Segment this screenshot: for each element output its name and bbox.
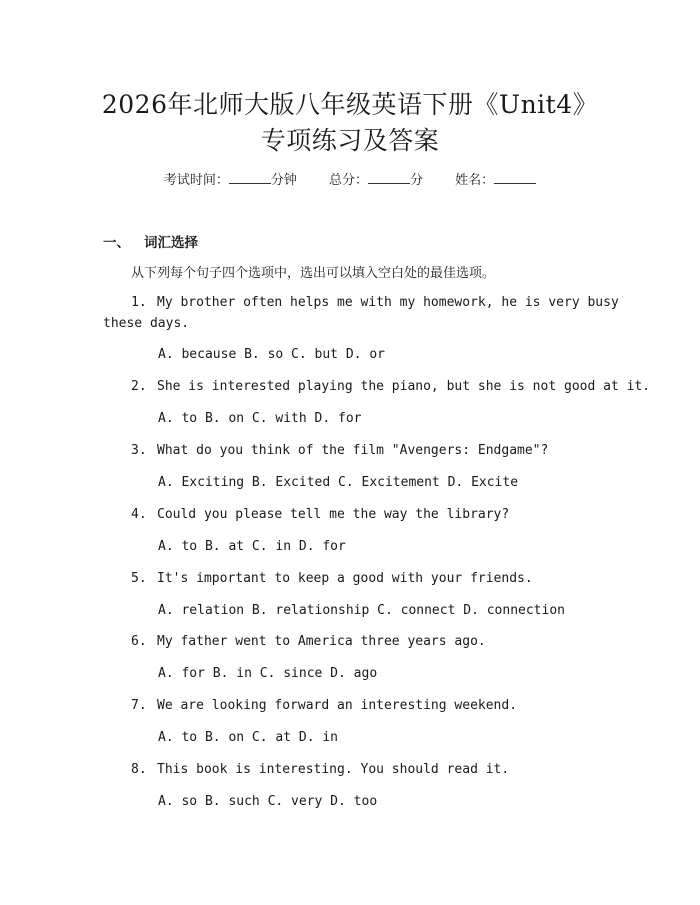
- total-score-unit: 分: [410, 173, 424, 188]
- question-number: 8.: [131, 762, 147, 777]
- document-title-line-2: 专项练习及答案: [260, 126, 440, 155]
- question-2: [131, 379, 650, 394]
- question-text: She is interested playing the piano, but she is not good at it.: [157, 379, 651, 394]
- name-label: 姓名：: [455, 173, 495, 188]
- question-number: 1.: [131, 295, 147, 310]
- total-score-blank: [368, 171, 410, 184]
- question-text: My brother often helps me with my homework, he is very busy: [157, 295, 619, 310]
- total-score-field: [329, 173, 427, 188]
- question-number: 6.: [131, 634, 147, 649]
- question-text: We are looking forward an interesting weekend.: [157, 698, 518, 713]
- exam-time-label: 考试时间：: [163, 173, 229, 188]
- exam-time-unit: 分钟: [270, 173, 297, 188]
- name-field: [455, 173, 536, 188]
- section-number: 一、: [103, 235, 130, 251]
- total-score-label: 总分：: [328, 173, 368, 188]
- question-1-continuation: these days.: [103, 316, 190, 331]
- section-heading: [103, 231, 198, 251]
- question-3: [131, 443, 548, 458]
- question-4-options: A. to B. at C. in D. for: [158, 539, 346, 554]
- question-8-options: A. so B. such C. very D. too: [158, 794, 378, 809]
- section-title: 词汇选择: [144, 235, 198, 251]
- question-6-options: A. for B. in C. since D. ago: [158, 666, 378, 681]
- exam-time-blank: [229, 171, 271, 184]
- question-3-options: A. Exciting B. Excited C. Excitement D. Excite: [158, 475, 519, 490]
- question-4: [131, 507, 509, 522]
- name-blank: [494, 171, 536, 184]
- question-6: [131, 634, 486, 649]
- question-2-options: A. to B. on C. with D. for: [158, 411, 362, 426]
- question-number: 7.: [131, 698, 147, 713]
- section-instruction: 从下列每个句子四个选项中，选出可以填入空白处的最佳选项。: [131, 266, 496, 281]
- question-7: [131, 698, 517, 713]
- question-5-options: A. relation B. relationship C. connect D. connection: [158, 603, 565, 618]
- question-text: My father went to America three years ago.: [157, 634, 486, 649]
- document-title-line-1: 2026年北师大版八年级英语下册《Unit4》: [101, 90, 599, 119]
- question-7-options: A. to B. on C. at D. in: [158, 730, 339, 745]
- question-8: [131, 762, 509, 777]
- question-5: [131, 571, 533, 586]
- question-1-options: A. because B. so C. but D. or: [158, 347, 385, 362]
- exam-info-row: [0, 169, 700, 188]
- question-number: 5.: [131, 571, 147, 586]
- question-text: It's important to keep a good with your friends.: [157, 571, 533, 586]
- question-text: This book is interesting. You should read it.: [157, 762, 510, 777]
- question-text: What do you think of the film "Avengers: Endgame"?: [157, 443, 549, 458]
- exam-time-field: [164, 173, 301, 188]
- question-number: 3.: [131, 443, 147, 458]
- question-number: 4.: [131, 507, 147, 522]
- question-text: Could you please tell me the way the library?: [157, 507, 510, 522]
- question-1: [131, 295, 619, 310]
- question-number: 2.: [131, 379, 147, 394]
